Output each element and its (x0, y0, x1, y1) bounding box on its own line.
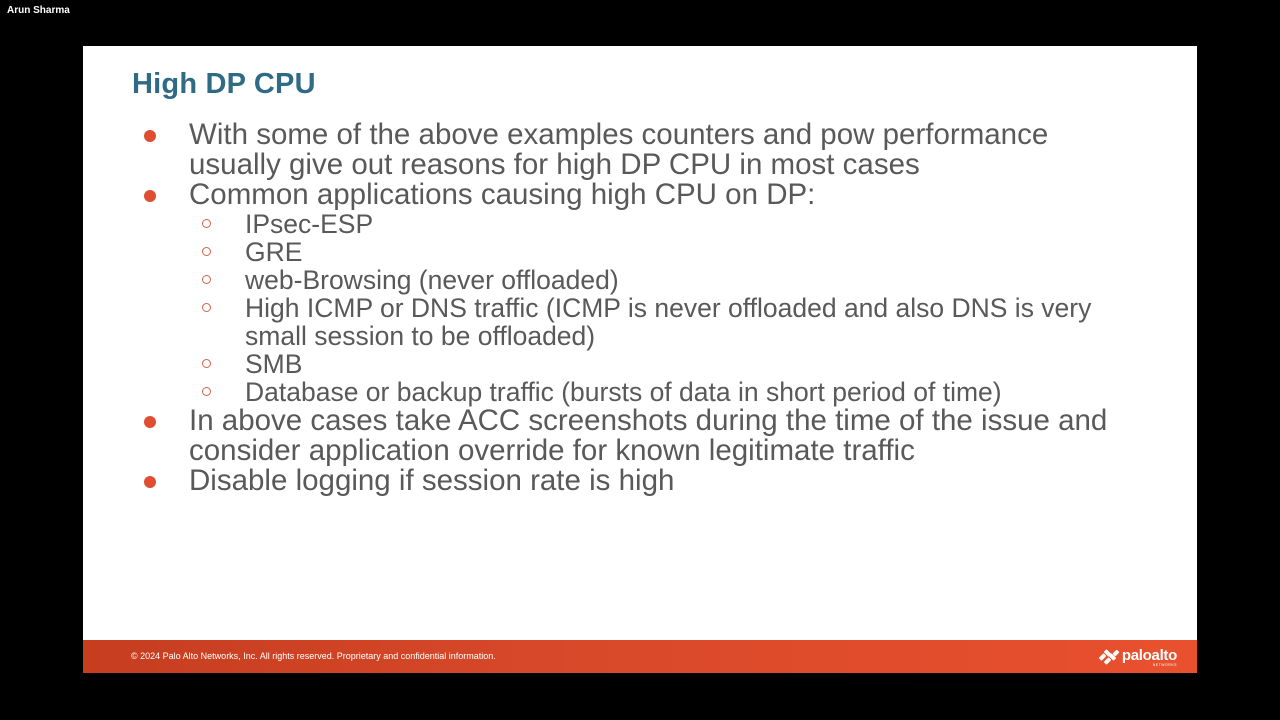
bullet-item (83, 180, 1197, 210)
logo-wordmark: paloalto (1121, 646, 1177, 664)
sub-bullet-item (83, 238, 1197, 266)
bullet-dot-icon (144, 476, 156, 488)
paloalto-logo (1098, 647, 1177, 667)
sub-bullet-text: GRE (245, 237, 303, 267)
sub-bullet-text: Database or backup traffic (bursts of data in short period of time) (245, 377, 1002, 407)
sub-bullet-text: IPsec-ESP (245, 209, 374, 239)
sub-bullet-circle-icon (202, 303, 211, 312)
sub-bullet-item (83, 294, 1197, 350)
sub-bullet-text: SMB (245, 349, 303, 379)
bullet-dot-icon (144, 416, 156, 428)
logo-subtext: NETWORKS (1152, 662, 1177, 667)
slide-footer (83, 640, 1197, 673)
sub-bullet-circle-icon (202, 359, 211, 368)
bullet-list (83, 120, 1197, 496)
sub-bullet-text: High ICMP or DNS traffic (ICMP is never offloaded and also DNS is very small session to be offloaded) (245, 293, 1092, 351)
bullet-item (83, 120, 1197, 180)
sub-bullet-item (83, 378, 1197, 406)
slide-title: High DP CPU (132, 68, 316, 100)
bullet-text: In above cases take ACC screenshots during the time of the issue and consider application override for known legitimate traffic (189, 404, 1108, 467)
sub-bullet-text: web-Browsing (never offloaded) (245, 265, 619, 295)
sub-bullet-circle-icon (202, 247, 211, 256)
bullet-text: Disable logging if session rate is high (189, 464, 675, 497)
presenter-name: Arun Sharma (7, 5, 70, 16)
paloalto-logo-icon (1098, 648, 1120, 666)
sub-bullet-circle-icon (202, 387, 211, 396)
bullet-dot-icon (144, 190, 156, 202)
sub-bullet-circle-icon (202, 219, 211, 228)
bullet-item (83, 466, 1197, 496)
bullet-item (83, 406, 1197, 466)
sub-bullet-item (83, 210, 1197, 238)
bullet-text: With some of the above examples counters and pow performance usually give out reasons for high DP CPU in most cases (189, 118, 1049, 181)
slide (83, 46, 1197, 673)
sub-bullet-item (83, 266, 1197, 294)
copyright-notice: © 2024 Palo Alto Networks, Inc. All rights reserved. Proprietary and confidential information. (131, 651, 496, 661)
sub-bullet-item (83, 350, 1197, 378)
bullet-text: Common applications causing high CPU on DP: (189, 178, 816, 211)
bullet-dot-icon (144, 130, 156, 142)
sub-bullet-circle-icon (202, 275, 211, 284)
